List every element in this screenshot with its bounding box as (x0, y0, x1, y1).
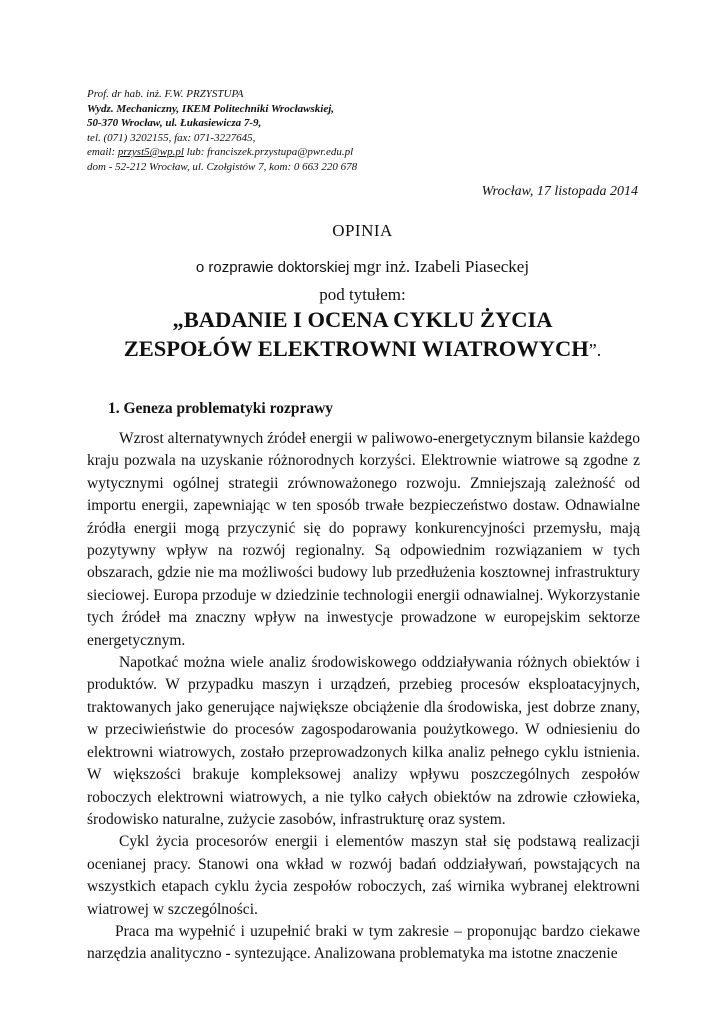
author-email (87, 145, 507, 160)
section-body (87, 428, 640, 966)
email-label: email: (87, 146, 118, 158)
email-link[interactable]: przyst5@wp.pl (117, 146, 184, 158)
subject-prefix: o rozprawie doktorskiej (195, 259, 354, 276)
thesis-title (0, 305, 725, 365)
section-heading: 1. Geneza problematyki rozprawy (108, 400, 334, 417)
author-address: 50-370 Wrocław, ul. Łukasiewicza 7-9, (87, 117, 262, 129)
paragraph-3: Cykl życia procesorów energii i elementów maszyn stał się podstawą realizacji ocenianej pracy. Stanowi ona wkład w rozwój badań oddziaływań, powstających na wszystkich etapach cyklu życia zespołów roboczych, zaś wirnika wybranej elektrowni wiatrowej w szczególności. (87, 833, 640, 918)
author-header (87, 87, 507, 174)
pod-tytulem: pod tytułem: (319, 285, 406, 304)
author-faculty: Wydz. Mechaniczny, IKEM Politechniki Wrocławskiej, (87, 102, 335, 115)
title-line-1: „BADANIE I OCENA CYKLU ŻYCIA (172, 307, 553, 332)
paragraph-4: Praca ma wypełnić i uzupełnić braki w tym zakresie – proponując bardzo ciekawe narzędzia analityczno - syntezujące. Analizowana problematyka ma istotne znaczenie (87, 922, 640, 963)
paragraph-1: Wzrost alternatywnych źródeł energii w paliwowo-energetycznym bilansie każdego kraju pozwala na uzyskanie różnorodnych korzyści. Elektrownie wiatrowe są zgodne z wytycznymi ogólnej strategii zrównoważonego rozwoju. Zmniejszają zależność od importu energii, zapewniając w ten sposób trwałe bezpieczeństwo dostaw. Odnawialne źródła energii mogą przyczynić się do poprawy konkurencyjności przemysłu, mają pozytywny wpływ na rozwój regionalny. Są odpowiednim rozwiązaniem w tych obszarach, gdzie nie ma możliwości budowy lub przedłużenia kosztownej infrastruktury sieciowej. Europa przoduje w dziedzinie technologii energii odnawialnej. Wykorzystanie tych źródeł ma znaczny wpływ na inwestycje prowadzone w europejskim sektorze energetycznym. (87, 430, 640, 649)
author-name: Prof. dr hab. inż. F.W. PRZYSTUPA (87, 88, 244, 100)
document-date: Wrocław, 17 listopada 2014 (481, 184, 638, 199)
paragraph-2: Napotkać można wiele analiz środowiskowego oddziaływania różnych obiektów i produktów. W przypadku maszyn i urządzeń, przebieg procesów eksploatacyjnych, traktowanych jako generujące największe obciążenie dla środowiska, jest dobrze znany, w przeciwieństwie do procesów zagospodarowania poużytkowego. W odniesieniu do elektrowni wiatrowych, zostało przeprowadzonych kilka analiz pełnego cyklu istnienia. W większości brakuje kompleksowej analizy wpływu poszczególnych zespołów roboczych elektrowni wiatrowych, a nie tylko całych obiektów na zdrowie człowieka, środowisko naturalne, zużycie zasobów, infrastrukturę oraz system. (87, 654, 640, 828)
subject-line (0, 257, 725, 277)
author-home: dom - 52-212 Wrocław, ul. Czołgistów 7, kom: 0 663 220 678 (87, 160, 358, 173)
title-closing-quote: ”. (588, 340, 602, 360)
email-alt: lub: franciszek.przystupa@pwr.edu.pl (183, 146, 354, 158)
subject-name: mgr inż. Izabeli Piaseckej (353, 257, 530, 276)
title-line-2-text: ZESPOŁÓW ELEKTROWNI WIATROWYCH (123, 336, 589, 361)
title-line-2 (0, 334, 725, 365)
author-phone: tel. (071) 3202155, fax: 071-3227645, (87, 131, 256, 144)
document-heading: OPINIA (332, 221, 393, 240)
